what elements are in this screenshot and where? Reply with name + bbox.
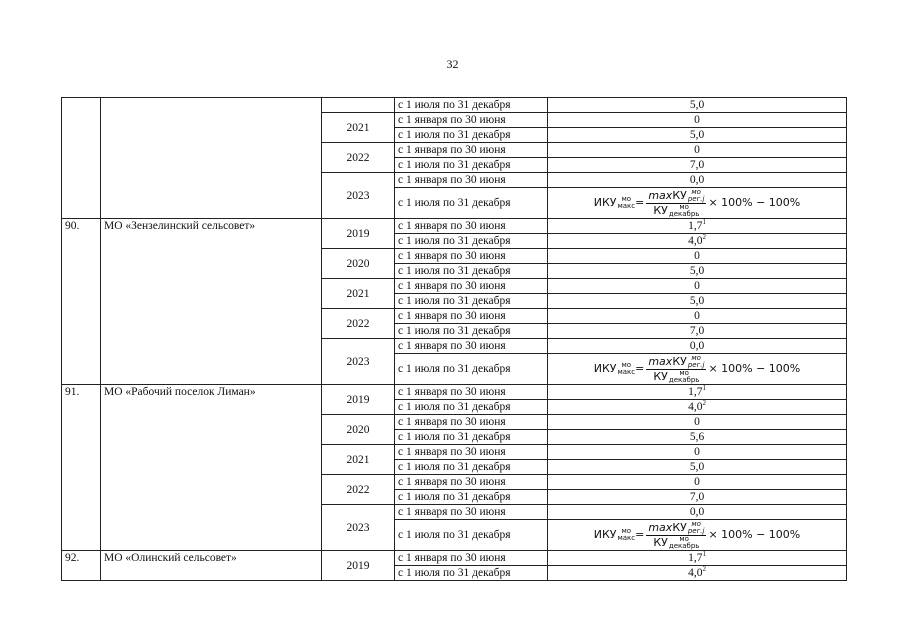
formula [594, 355, 801, 384]
formula-den-main: КУ [653, 369, 668, 383]
period-cell: с 1 января по 30 июня [395, 475, 548, 490]
value-cell [548, 551, 847, 566]
value-text: 0 [694, 280, 700, 292]
municipality-name [101, 98, 322, 219]
formula-den-indices [669, 370, 700, 384]
formula-lhs-sup: мо [621, 527, 632, 535]
formula-lhs-indices [617, 196, 635, 210]
formula-den-sup: мо [679, 534, 689, 543]
formula-tail: × 100% − 100% [708, 362, 801, 375]
period-cell: с 1 июля по 31 декабря [395, 400, 548, 415]
value-cell [548, 430, 847, 445]
period-cell: с 1 января по 30 июня [395, 219, 548, 234]
period-cell: с 1 июля по 31 декабря [395, 520, 548, 551]
value-text: 1,7 [688, 552, 703, 564]
formula-lhs-sub: макс [617, 534, 636, 542]
formula-num-indices [688, 521, 705, 535]
value-text: 7,0 [689, 491, 705, 503]
formula-denominator [651, 204, 701, 218]
period-cell: с 1 января по 30 июня [395, 385, 548, 400]
value-cell [548, 279, 847, 294]
year-cell: 2022 [322, 309, 395, 339]
value-cell [548, 385, 847, 400]
row-number: 92. [62, 551, 101, 581]
formula-equals: = [635, 362, 645, 375]
municipality-name: МО «Олинский сельсовет» [101, 551, 322, 581]
year-cell: 2023 [322, 505, 395, 551]
value-text: 4,0 [688, 235, 703, 247]
formula-den-sup: мо [679, 202, 689, 211]
value-cell [548, 294, 847, 309]
period-cell: с 1 января по 30 июня [395, 173, 548, 188]
value-cell [548, 128, 847, 143]
row-number: 90. [62, 219, 101, 385]
period-cell: с 1 июля по 31 декабря [395, 566, 548, 581]
value-cell [548, 415, 847, 430]
value-text: 5,0 [689, 265, 705, 277]
value-cell [548, 158, 847, 173]
period-cell: с 1 июля по 31 декабря [395, 354, 548, 385]
year-cell: 2023 [322, 173, 395, 219]
formula-den-sub: декабрь [668, 209, 700, 218]
value-text: 4,0 [688, 567, 703, 579]
formula-fraction [646, 189, 706, 218]
value-cell [548, 339, 847, 354]
formula-equals: = [635, 196, 645, 209]
formula-lhs-indices [617, 528, 635, 542]
municipality-name: МО «Зензелинский сельсовет» [101, 219, 322, 385]
value-text: 5,0 [689, 295, 705, 307]
footnote-mark: 2 [702, 233, 706, 242]
value-text: 7,0 [689, 159, 705, 171]
formula-fraction [646, 355, 706, 384]
period-cell: с 1 января по 30 июня [395, 551, 548, 566]
formula-num-sup: мо [691, 353, 701, 362]
period-cell: с 1 июля по 31 декабря [395, 128, 548, 143]
formula-den-main: КУ [653, 203, 668, 217]
period-cell: с 1 июля по 31 декабря [395, 490, 548, 505]
value-cell [548, 143, 847, 158]
value-text: 0 [694, 114, 700, 126]
value-text: 5,0 [689, 99, 705, 111]
formula-numerator [646, 189, 706, 204]
period-cell: с 1 января по 30 июня [395, 445, 548, 460]
formula-num-indices [688, 189, 705, 203]
table-row [62, 551, 847, 566]
formula-equals: = [635, 528, 645, 541]
formula-num-prefix: max [648, 520, 673, 534]
period-cell: с 1 января по 30 июня [395, 113, 548, 128]
value-text: 5,0 [689, 129, 705, 141]
formula-lhs: ИКУ [593, 528, 617, 541]
value-cell [548, 249, 847, 264]
formula-lhs-sub: макс [617, 368, 636, 376]
year-cell [322, 98, 395, 113]
formula-num-sup: мо [691, 519, 701, 528]
formula-num-main: КУ [672, 188, 687, 202]
formula-num-main: КУ [672, 520, 687, 534]
formula-numerator [646, 521, 706, 536]
formula-den-indices [669, 204, 700, 218]
period-cell: с 1 июля по 31 декабря [395, 460, 548, 475]
formula-num-main: КУ [672, 354, 687, 368]
period-cell: с 1 января по 30 июня [395, 505, 548, 520]
formula-den-indices [669, 536, 700, 550]
value-text: 0 [694, 250, 700, 262]
formula-denominator [651, 370, 701, 384]
municipality-table [61, 97, 847, 581]
period-cell: с 1 июля по 31 декабря [395, 294, 548, 309]
formula-den-sub: декабрь [668, 541, 700, 550]
year-cell: 2019 [322, 551, 395, 581]
formula-num-sub: рег.j [687, 526, 705, 535]
year-cell: 2021 [322, 279, 395, 309]
value-text: 0,0 [689, 506, 705, 518]
period-cell: с 1 января по 30 июня [395, 249, 548, 264]
formula-num-prefix: max [648, 354, 673, 368]
period-cell: с 1 июля по 31 декабря [395, 188, 548, 219]
period-cell: с 1 января по 30 июня [395, 309, 548, 324]
formula-num-indices [688, 355, 705, 369]
period-cell: с 1 января по 30 июня [395, 279, 548, 294]
formula-numerator [646, 355, 706, 370]
value-text: 0,0 [689, 174, 705, 186]
value-cell [548, 475, 847, 490]
value-cell [548, 264, 847, 279]
value-text: 5,0 [689, 461, 705, 473]
value-cell [548, 98, 847, 113]
year-cell: 2022 [322, 475, 395, 505]
formula-lhs: ИКУ [593, 362, 617, 375]
period-cell: с 1 января по 30 июня [395, 415, 548, 430]
row-number [62, 98, 101, 219]
formula-num-sub: рег.j [687, 360, 705, 369]
formula-den-sub: декабрь [668, 375, 700, 384]
period-cell: с 1 января по 30 июня [395, 143, 548, 158]
formula-lhs-sup: мо [621, 195, 632, 203]
formula-den-sup: мо [679, 368, 689, 377]
value-cell [548, 113, 847, 128]
formula-tail: × 100% − 100% [708, 528, 801, 541]
year-cell: 2019 [322, 219, 395, 249]
formula-lhs: ИКУ [593, 196, 617, 209]
period-cell: с 1 июля по 31 декабря [395, 234, 548, 249]
formula-lhs-indices [617, 362, 635, 376]
value-cell [548, 309, 847, 324]
table-row [62, 385, 847, 400]
value-cell [548, 490, 847, 505]
year-cell: 2020 [322, 415, 395, 445]
year-cell: 2020 [322, 249, 395, 279]
value-text: 0,0 [689, 340, 705, 352]
value-text: 1,7 [688, 220, 703, 232]
value-text: 4,0 [688, 401, 703, 413]
municipality-name: МО «Рабочий поселок Лиман» [101, 385, 322, 551]
period-cell: с 1 июля по 31 декабря [395, 430, 548, 445]
formula-cell [548, 520, 847, 551]
value-cell [548, 460, 847, 475]
formula-lhs-sup: мо [621, 361, 632, 369]
period-cell: с 1 июля по 31 декабря [395, 264, 548, 279]
value-cell [548, 445, 847, 460]
period-cell: с 1 июля по 31 декабря [395, 158, 548, 173]
year-cell: 2022 [322, 143, 395, 173]
formula-lhs-sub: макс [617, 202, 636, 210]
year-cell: 2021 [322, 445, 395, 475]
footnote-mark: 1 [702, 550, 706, 559]
period-cell: с 1 июля по 31 декабря [395, 98, 548, 113]
value-text: 1,7 [688, 386, 703, 398]
value-text: 0 [694, 144, 700, 156]
year-cell: 2021 [322, 113, 395, 143]
table-row [62, 98, 847, 113]
formula-fraction [646, 521, 706, 550]
formula-num-prefix: max [648, 188, 673, 202]
value-text: 0 [694, 310, 700, 322]
table-row [62, 219, 847, 234]
value-cell [548, 234, 847, 249]
formula-cell [548, 188, 847, 219]
footnote-mark: 2 [702, 565, 706, 574]
value-text: 0 [694, 416, 700, 428]
value-cell [548, 505, 847, 520]
value-cell [548, 219, 847, 234]
formula-tail: × 100% − 100% [708, 196, 801, 209]
formula-num-sub: рег.j [687, 194, 705, 203]
value-cell [548, 324, 847, 339]
value-cell [548, 400, 847, 415]
value-text: 5,6 [689, 431, 705, 443]
footnote-mark: 2 [702, 399, 706, 408]
formula-den-main: КУ [653, 535, 668, 549]
formula-cell [548, 354, 847, 385]
page-number: 32 [446, 57, 459, 71]
row-number: 91. [62, 385, 101, 551]
formula-num-sup: мо [691, 187, 701, 196]
year-cell: 2023 [322, 339, 395, 385]
period-cell: с 1 января по 30 июня [395, 339, 548, 354]
formula [594, 189, 801, 218]
value-text: 0 [694, 476, 700, 488]
period-cell: с 1 июля по 31 декабря [395, 324, 548, 339]
value-cell [548, 566, 847, 581]
footnote-mark: 1 [702, 384, 706, 393]
formula [594, 521, 801, 550]
value-text: 7,0 [689, 325, 705, 337]
value-text: 0 [694, 446, 700, 458]
year-cell: 2019 [322, 385, 395, 415]
value-cell [548, 173, 847, 188]
formula-denominator [651, 536, 701, 550]
footnote-mark: 1 [702, 218, 706, 227]
